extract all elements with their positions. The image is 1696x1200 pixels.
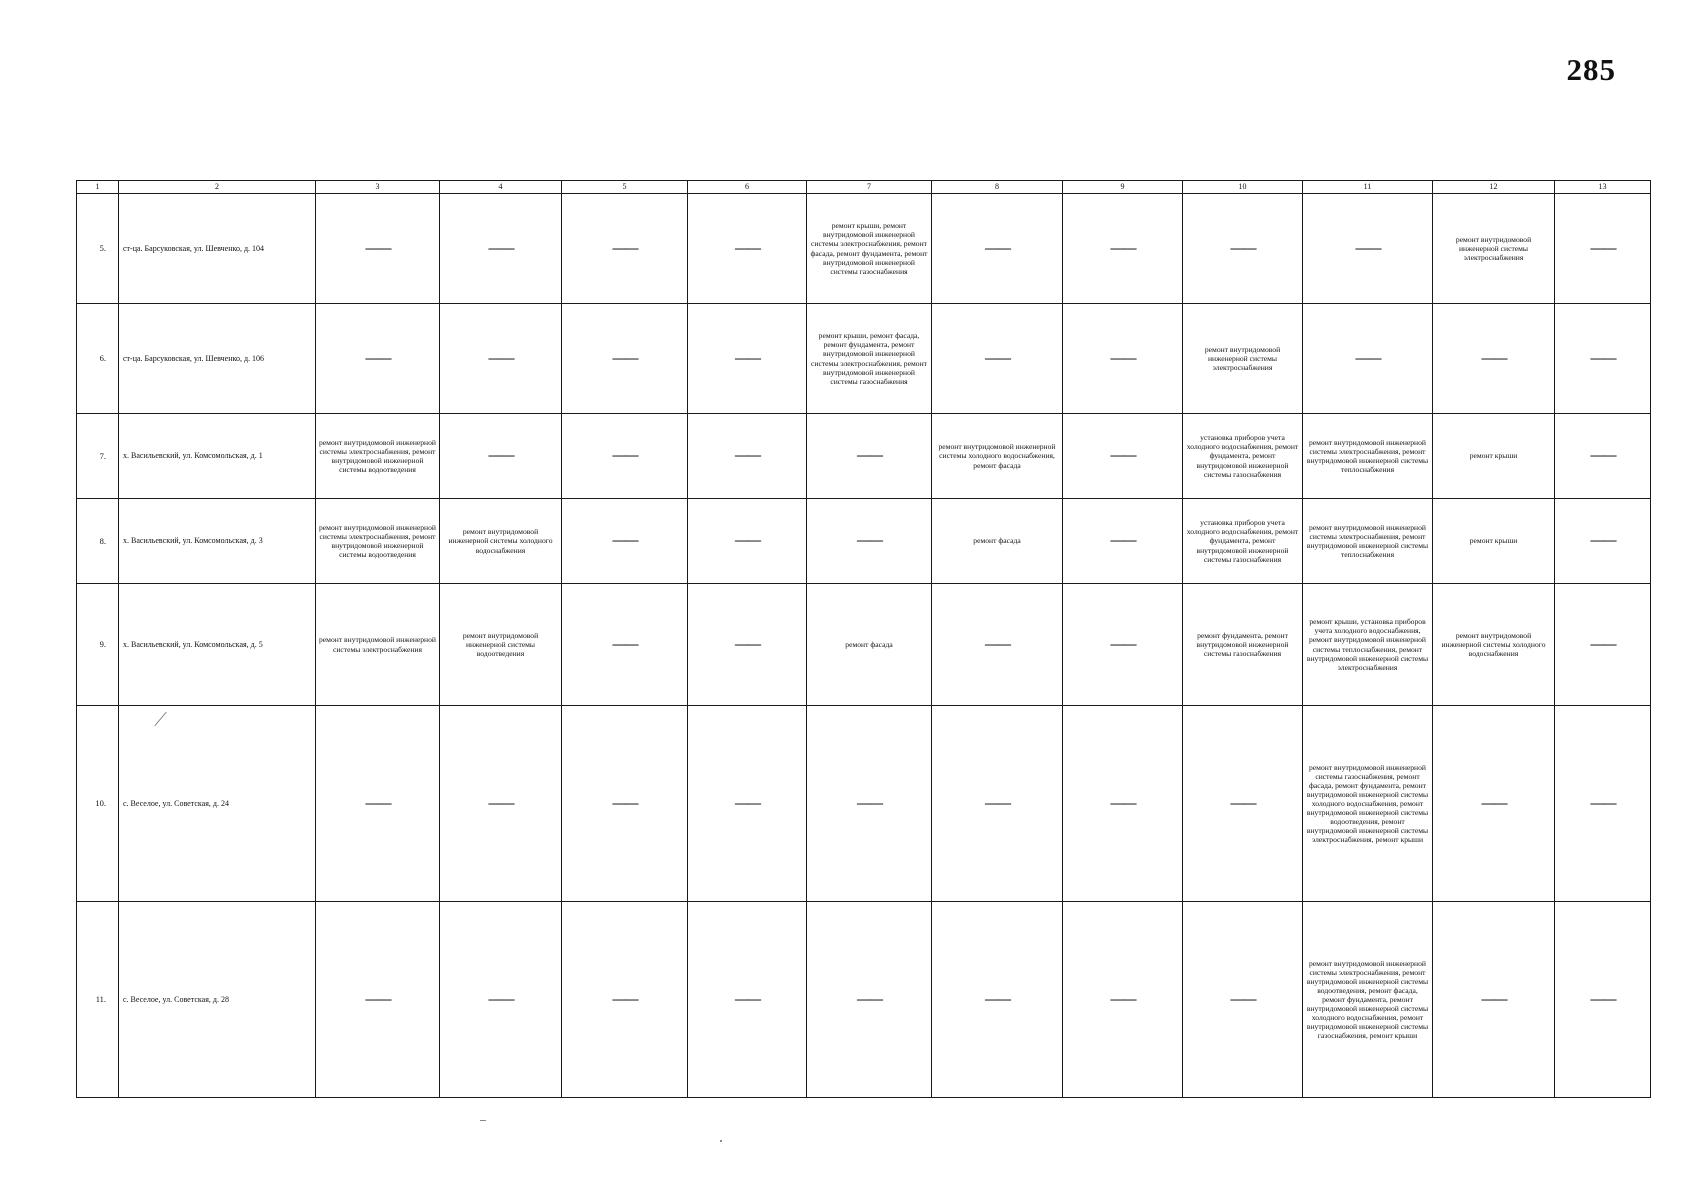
dash-placeholder: —— — [735, 636, 759, 652]
empty-cell — [932, 194, 1063, 304]
dash-placeholder: —— — [612, 795, 637, 811]
work-description-cell: ремонт внутридомовой инженерной системы электроснабжения, ремонт внутридомовой инженерной системы водоотведения, ремонт фасада, ремонт фундамента, ремонт внутридомовой инженерной системы холодного водоснабжения, ремонт внутридомовой инженерной системы газоснабжения, ремонт крыши — [1303, 902, 1433, 1098]
work-description-cell: ремонт внутридомовой инженерной системы холодного водоснабжения — [1433, 584, 1555, 706]
repair-schedule-table — [76, 180, 1651, 1098]
column-header: 10 — [1183, 181, 1303, 194]
empty-cell — [807, 499, 932, 584]
dash-placeholder: —— — [1355, 240, 1380, 256]
dash-placeholder: —— — [1481, 795, 1506, 811]
dash-placeholder: —— — [1230, 240, 1255, 256]
table-row — [77, 414, 1651, 499]
dash-placeholder: —— — [1590, 533, 1615, 548]
empty-cell — [932, 584, 1063, 706]
dash-placeholder: —— — [612, 240, 637, 256]
empty-cell — [1555, 194, 1651, 304]
dash-placeholder: —— — [488, 350, 513, 366]
dash-placeholder: —— — [1590, 636, 1615, 652]
column-header: 7 — [807, 181, 932, 194]
work-description-cell: ремонт внутридомовой инженерной системы электроснабжения — [1183, 304, 1303, 414]
dash-placeholder: —— — [1110, 636, 1135, 652]
dash-placeholder: —— — [1110, 795, 1135, 811]
empty-cell — [1063, 584, 1183, 706]
address-cell: х. Васильевский, ул. Комсомольская, д. 5 — [119, 584, 316, 706]
empty-cell — [1303, 304, 1433, 414]
dash-placeholder: —— — [985, 636, 1009, 652]
work-description-cell: ремонт внутридомовой инженерной системы электроснабжения, ремонт внутридомовой инженерной системы теплоснабжения — [1303, 414, 1433, 499]
dash-placeholder: —— — [735, 240, 759, 256]
empty-cell — [1555, 584, 1651, 706]
empty-cell — [440, 414, 562, 499]
empty-cell — [440, 304, 562, 414]
empty-cell — [316, 706, 440, 902]
dash-placeholder: —— — [1110, 240, 1135, 256]
work-description-cell: ремонт крыши, ремонт внутридомовой инженерной системы электроснабжения, ремонт фасада, ремонт фундамента, ремонт внутридомовой инженерной системы газоснабжения — [807, 194, 932, 304]
column-header: 1 — [77, 181, 119, 194]
empty-cell — [1063, 194, 1183, 304]
column-header: 13 — [1555, 181, 1651, 194]
empty-cell — [688, 499, 807, 584]
empty-cell — [1433, 304, 1555, 414]
empty-cell — [1183, 706, 1303, 902]
dash-placeholder: —— — [985, 240, 1009, 256]
dash-placeholder: —— — [985, 991, 1009, 1007]
column-header: 11 — [1303, 181, 1433, 194]
work-description-cell: ремонт внутридомовой инженерной системы электроснабжения — [1433, 194, 1555, 304]
dash-placeholder: —— — [857, 991, 881, 1007]
empty-cell — [562, 706, 688, 902]
table-row — [77, 304, 1651, 414]
column-header: 8 — [932, 181, 1063, 194]
work-description-cell: ремонт крыши, ремонт фасада, ремонт фундамента, ремонт внутридомовой инженерной системы электроснабжения, ремонт внутридомовой инженерной системы газоснабжения — [807, 304, 932, 414]
dash-placeholder: —— — [1110, 350, 1135, 366]
empty-cell — [1555, 414, 1651, 499]
dash-placeholder: —— — [488, 991, 513, 1007]
dash-placeholder: —— — [857, 795, 881, 811]
row-number: 11. — [77, 902, 119, 1098]
empty-cell — [562, 584, 688, 706]
empty-cell — [316, 902, 440, 1098]
work-description-cell: ремонт внутридомовой инженерной системы электроснабжения, ремонт внутридомовой инженерной системы водоотведения — [316, 414, 440, 499]
empty-cell — [688, 902, 807, 1098]
dash-placeholder: —— — [857, 533, 881, 548]
empty-cell — [688, 414, 807, 499]
dash-placeholder: —— — [488, 240, 513, 256]
empty-cell — [688, 706, 807, 902]
dash-placeholder: —— — [1355, 350, 1380, 366]
work-description-cell: ремонт фундамента, ремонт внутридомовой инженерной системы газоснабжения — [1183, 584, 1303, 706]
dash-placeholder: —— — [1590, 991, 1615, 1007]
dash-placeholder: —— — [735, 991, 759, 1007]
empty-cell — [562, 194, 688, 304]
empty-cell — [1555, 304, 1651, 414]
dash-placeholder: —— — [612, 350, 637, 366]
work-description-cell: ремонт внутридомовой инженерной системы газоснабжения, ремонт фасада, ремонт фундамента, ремонт внутридомовой инженерной системы холодного водоснабжения, ремонт внутридомовой инженерной системы водоотведения, ремонт внутридомовой инженерной системы электроснабжения, ремонт крыши — [1303, 706, 1433, 902]
empty-cell — [1183, 194, 1303, 304]
empty-cell — [807, 414, 932, 499]
column-header: 9 — [1063, 181, 1183, 194]
empty-cell — [1063, 304, 1183, 414]
empty-cell — [562, 414, 688, 499]
column-header: 5 — [562, 181, 688, 194]
dash-placeholder: —— — [1110, 533, 1135, 548]
empty-cell — [1433, 706, 1555, 902]
row-number: 10. — [77, 706, 119, 902]
empty-cell — [440, 194, 562, 304]
empty-cell — [807, 706, 932, 902]
scan-mark — [720, 1140, 722, 1142]
work-description-cell: ремонт крыши — [1433, 414, 1555, 499]
table-row — [77, 902, 1651, 1098]
empty-cell — [932, 902, 1063, 1098]
column-number-row — [77, 181, 1651, 194]
dash-placeholder: —— — [365, 991, 390, 1007]
empty-cell — [932, 706, 1063, 902]
dash-placeholder: —— — [365, 350, 390, 366]
address-cell: ст-ца. Барсуковская, ул. Шевченко, д. 106 — [119, 304, 316, 414]
work-description-cell: ремонт фасада — [932, 499, 1063, 584]
dash-placeholder: —— — [1110, 991, 1135, 1007]
work-description-cell: ремонт внутридомовой инженерной системы электроснабжения, ремонт внутридомовой инженерной системы водоотведения — [316, 499, 440, 584]
work-description-cell: ремонт внутридомовой инженерной системы электроснабжения — [316, 584, 440, 706]
table-row — [77, 499, 1651, 584]
dash-placeholder: —— — [985, 350, 1009, 366]
address-cell: с. Веселое, ул. Советская, д. 24 — [119, 706, 316, 902]
empty-cell — [1433, 902, 1555, 1098]
dash-placeholder: —— — [857, 448, 881, 463]
column-header: 6 — [688, 181, 807, 194]
work-description-cell: ремонт внутридомовой инженерной системы холодного водоснабжения — [440, 499, 562, 584]
empty-cell — [688, 194, 807, 304]
work-description-cell: ремонт внутридомовой инженерной системы водоотведения — [440, 584, 562, 706]
empty-cell — [1555, 902, 1651, 1098]
address-cell: с. Веселое, ул. Советская, д. 28 — [119, 902, 316, 1098]
column-header: 12 — [1433, 181, 1555, 194]
dash-placeholder: —— — [985, 795, 1009, 811]
dash-placeholder: —— — [1590, 350, 1615, 366]
dash-placeholder: —— — [612, 448, 637, 463]
dash-placeholder: —— — [1230, 991, 1255, 1007]
empty-cell — [1555, 499, 1651, 584]
empty-cell — [1303, 194, 1433, 304]
dash-placeholder: —— — [1590, 448, 1615, 463]
scan-mark — [480, 1120, 486, 1121]
table-row — [77, 584, 1651, 706]
dash-placeholder: —— — [735, 795, 759, 811]
empty-cell — [688, 584, 807, 706]
column-header: 4 — [440, 181, 562, 194]
dash-placeholder: —— — [365, 795, 390, 811]
row-number: 7. — [77, 414, 119, 499]
work-description-cell: ремонт крыши — [1433, 499, 1555, 584]
empty-cell — [1063, 902, 1183, 1098]
work-description-cell: установка приборов учета холодного водоснабжения, ремонт фундамента, ремонт внутридомовой инженерной системы газоснабжения — [1183, 414, 1303, 499]
empty-cell — [1063, 706, 1183, 902]
row-number: 5. — [77, 194, 119, 304]
row-number: 9. — [77, 584, 119, 706]
dash-placeholder: —— — [1481, 991, 1506, 1007]
dash-placeholder: —— — [1230, 795, 1255, 811]
address-cell: х. Васильевский, ул. Комсомольская, д. 1 — [119, 414, 316, 499]
table-body — [77, 194, 1651, 1098]
address-cell: ст-ца. Барсуковская, ул. Шевченко, д. 104 — [119, 194, 316, 304]
dash-placeholder: —— — [488, 448, 513, 463]
empty-cell — [440, 902, 562, 1098]
work-description-cell: ремонт крыши, установка приборов учета холодного водоснабжения, ремонт внутридомовой инженерной системы теплоснабжения, ремонт внутридомовой инженерной системы электроснабжения — [1303, 584, 1433, 706]
address-cell: х. Васильевский, ул. Комсомольская, д. 3 — [119, 499, 316, 584]
empty-cell — [1183, 902, 1303, 1098]
dash-placeholder: —— — [1481, 350, 1506, 366]
dash-placeholder: —— — [612, 533, 637, 548]
empty-cell — [1063, 414, 1183, 499]
dash-placeholder: —— — [1590, 240, 1615, 256]
dash-placeholder: —— — [1110, 448, 1135, 463]
row-number: 8. — [77, 499, 119, 584]
dash-placeholder: —— — [612, 991, 637, 1007]
empty-cell — [807, 902, 932, 1098]
column-header: 2 — [119, 181, 316, 194]
empty-cell — [932, 304, 1063, 414]
column-header: 3 — [316, 181, 440, 194]
table-row — [77, 706, 1651, 902]
dash-placeholder: —— — [488, 795, 513, 811]
dash-placeholder: —— — [1590, 795, 1615, 811]
page-number: 285 — [1566, 52, 1616, 87]
work-description-cell: ремонт внутридомовой инженерной системы электроснабжения, ремонт внутридомовой инженерной системы теплоснабжения — [1303, 499, 1433, 584]
dash-placeholder: —— — [735, 350, 759, 366]
empty-cell — [316, 304, 440, 414]
dash-placeholder: —— — [365, 240, 390, 256]
empty-cell — [562, 499, 688, 584]
work-description-cell: установка приборов учета холодного водоснабжения, ремонт фундамента, ремонт внутридомовой инженерной системы газоснабжения — [1183, 499, 1303, 584]
work-description-cell: ремонт фасада — [807, 584, 932, 706]
work-description-cell: ремонт внутридомовой инженерной системы холодного водоснабжения, ремонт фасада — [932, 414, 1063, 499]
empty-cell — [688, 304, 807, 414]
dash-placeholder: —— — [735, 448, 759, 463]
empty-cell — [562, 902, 688, 1098]
empty-cell — [1063, 499, 1183, 584]
empty-cell — [1555, 706, 1651, 902]
table-row — [77, 194, 1651, 304]
dash-placeholder: —— — [735, 533, 759, 548]
dash-placeholder: —— — [612, 636, 637, 652]
empty-cell — [440, 706, 562, 902]
row-number: 6. — [77, 304, 119, 414]
empty-cell — [562, 304, 688, 414]
empty-cell — [316, 194, 440, 304]
